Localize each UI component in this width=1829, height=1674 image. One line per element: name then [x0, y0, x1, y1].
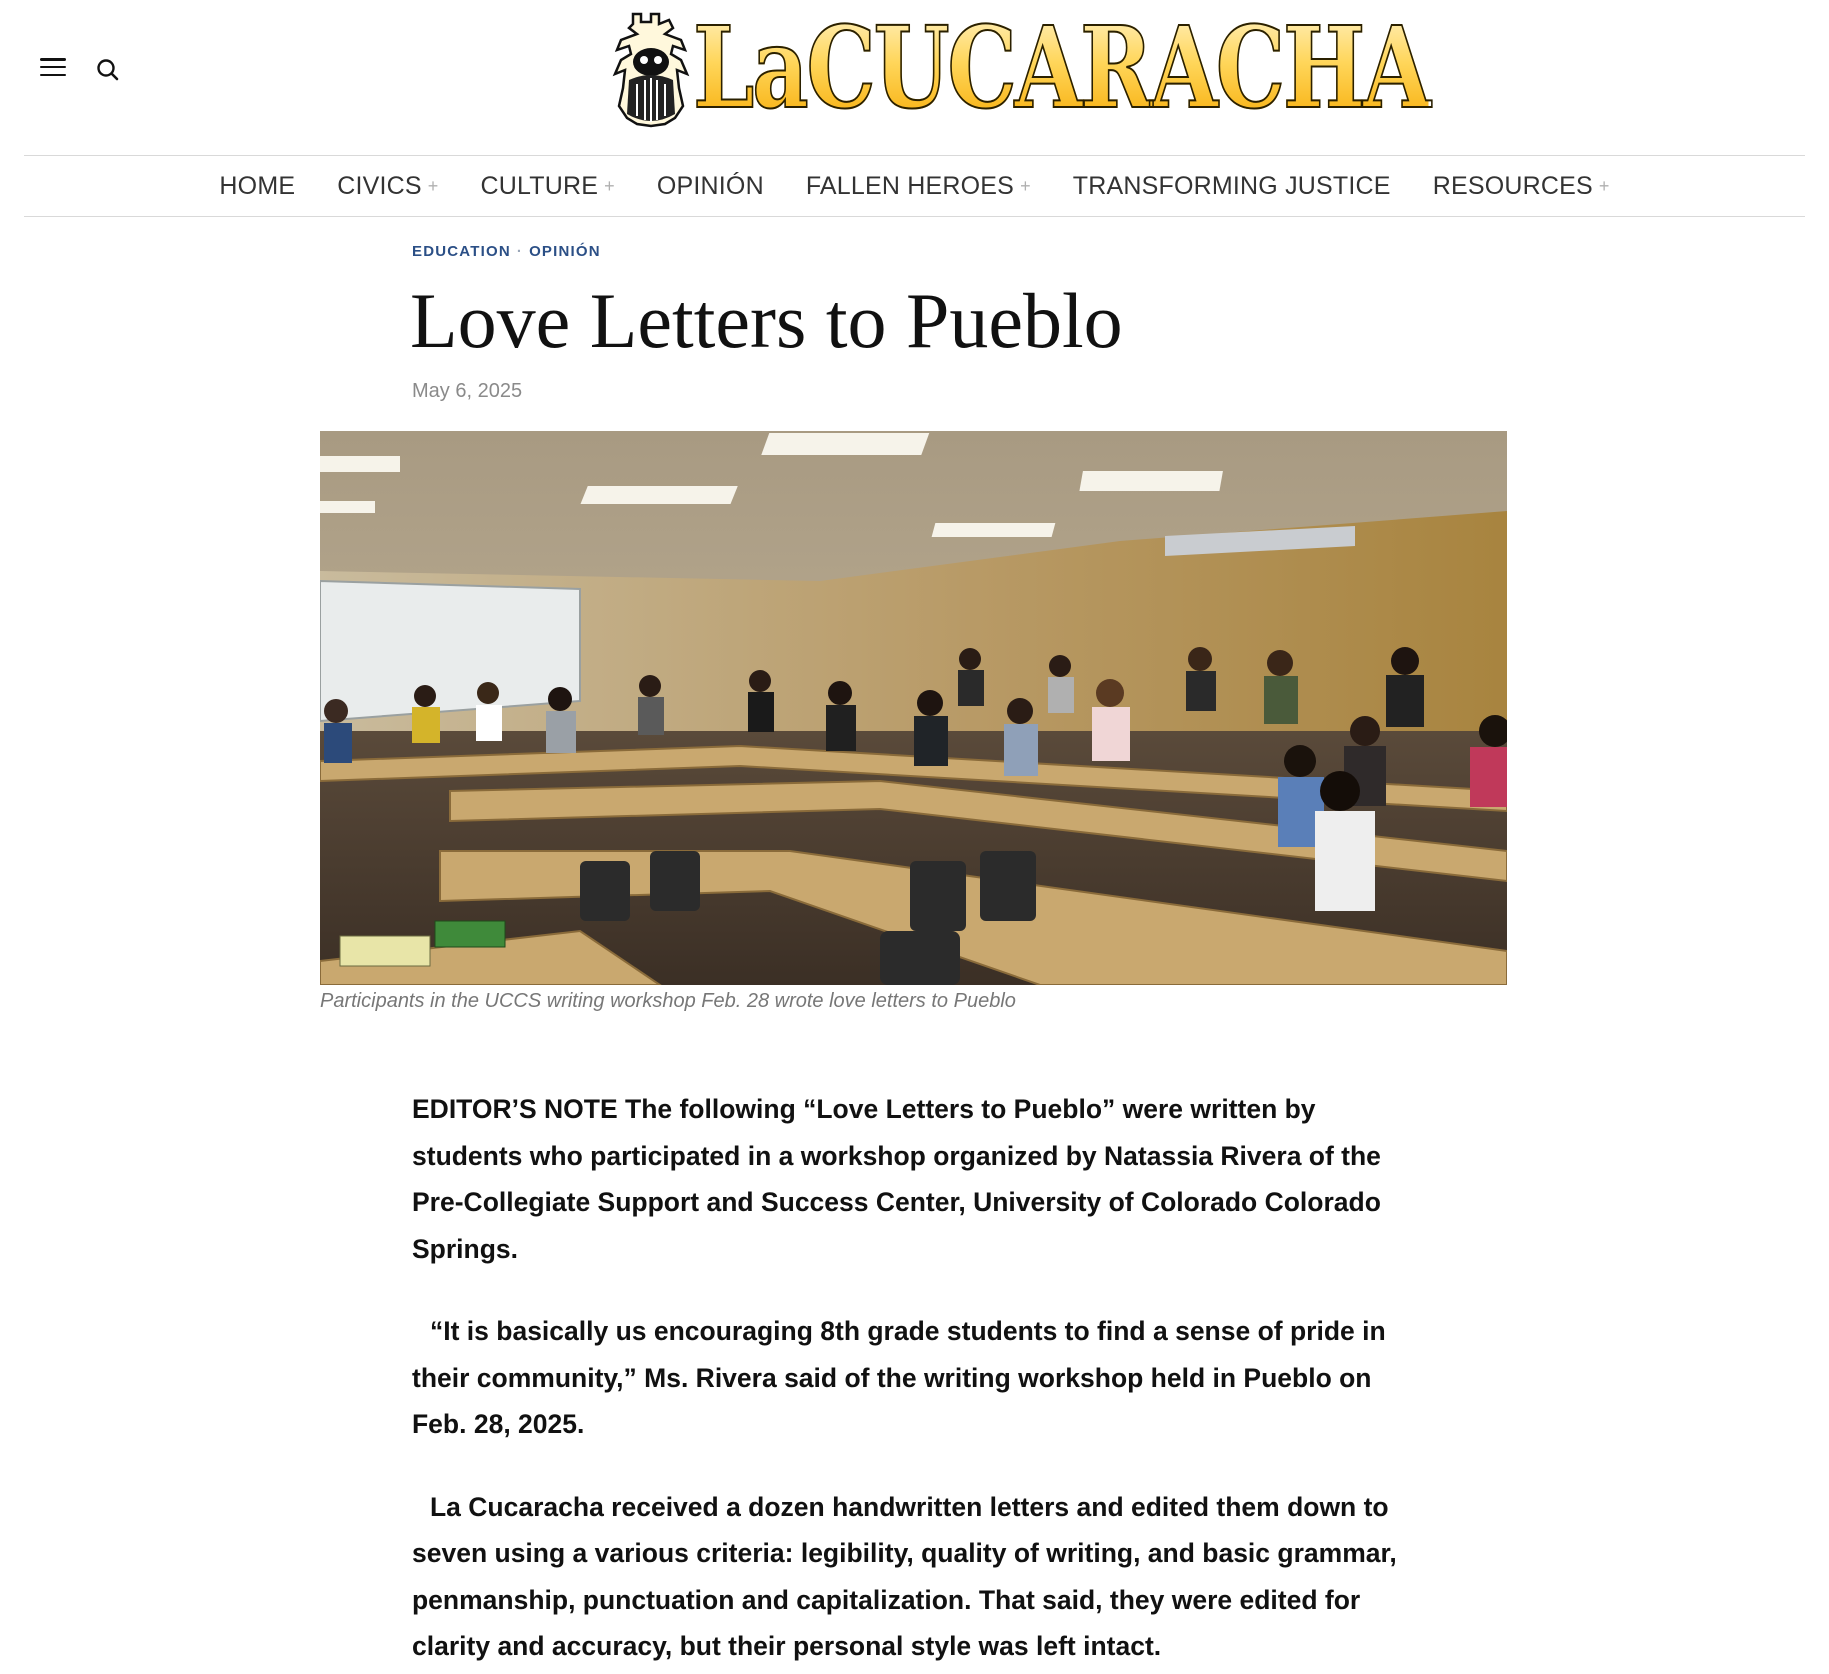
cockroach-logo-icon — [611, 10, 691, 130]
nav-item-home[interactable] — [219, 172, 295, 201]
nav-label: CIVICS — [337, 171, 422, 200]
article-categories — [412, 243, 601, 260]
main-nav — [24, 155, 1805, 217]
category-separator: · — [516, 243, 524, 260]
article-paragraph: La Cucaracha received a dozen handwritten letters and edited them down to seven using a various criteria: legibility, quality of writing, and basic grammar, penmanship, punctuation and capitalization. That said, they were edited for clarity and accuracy, but their personal style was left intact. — [412, 1491, 1397, 1661]
nav-label: TRANSFORMING JUSTICE — [1072, 171, 1391, 200]
site-header — [0, 0, 1829, 155]
plus-icon[interactable]: + — [1020, 175, 1031, 196]
nav-label: CULTURE — [480, 171, 599, 200]
plus-icon[interactable]: + — [604, 175, 615, 196]
hamburger-icon[interactable] — [40, 58, 66, 78]
article-title: Love Letters to Pueblo — [410, 277, 1123, 364]
category-link-opinion[interactable]: OPINIÓN — [529, 243, 601, 260]
article-paragraph: “It is basically us encouraging 8th grade students to find a sense of pride in their community,” Ms. Rivera said of the writing workshop held in Pueblo on Feb. 28, 2025. — [412, 1316, 1386, 1439]
nav-label: FALLEN HEROES — [805, 171, 1015, 200]
plus-icon[interactable]: + — [1598, 175, 1610, 196]
nav-item-transforming-justice[interactable] — [1073, 172, 1391, 201]
nav-label: HOME — [219, 171, 296, 200]
search-icon[interactable] — [96, 58, 120, 82]
logo-wordmark: LaCUCARACHA — [693, 3, 1429, 134]
article-body — [412, 1086, 1422, 1674]
plus-icon[interactable]: + — [427, 175, 439, 196]
featured-image — [320, 431, 1507, 985]
nav-item-fallen-heroes[interactable] — [806, 172, 1031, 201]
nav-item-civics[interactable] — [337, 172, 438, 201]
article-date: May 6, 2025 — [412, 380, 523, 402]
nav-item-opinion[interactable] — [657, 172, 764, 201]
article-paragraph: EDITOR’S NOTE The following “Love Letters to Pueblo” were written by students who participated in a workshop organized by Natassia Rivera of the Pre-Collegiate Support and Success Center, University of Colorado Colorado Springs. — [412, 1094, 1381, 1264]
nav-label: OPINIÓN — [656, 171, 764, 200]
image-caption: Participants in the UCCS writing workshop Feb. 28 wrote love letters to Pueblo — [320, 990, 1016, 1012]
nav-item-resources[interactable] — [1433, 172, 1610, 201]
category-link-education[interactable]: EDUCATION — [412, 243, 511, 260]
classroom-photo — [320, 431, 1507, 985]
site-logo[interactable] — [611, 3, 1429, 134]
nav-item-culture[interactable] — [481, 172, 615, 201]
nav-label: RESOURCES — [1432, 171, 1593, 200]
